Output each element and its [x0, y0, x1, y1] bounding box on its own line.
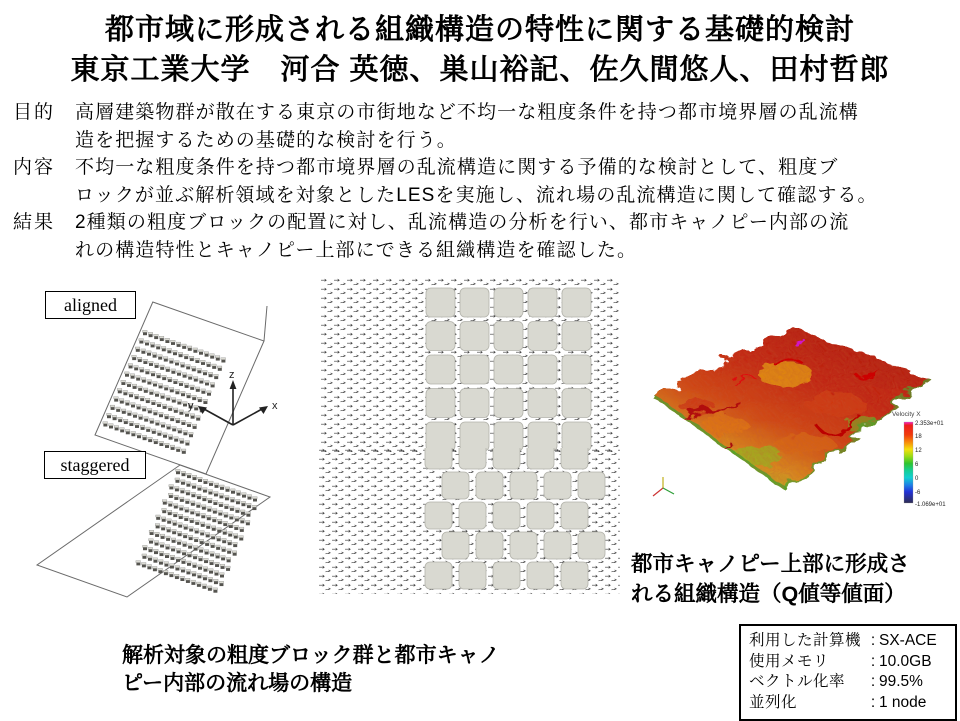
orientation-triad-icon	[653, 477, 674, 496]
flow-field-aligned	[320, 278, 620, 452]
domain-edge-line	[264, 306, 267, 341]
staggered-diagram	[30, 455, 325, 635]
colorbar-tick-label: 12	[915, 448, 922, 454]
caption-line: れる組織構造（Q値等値面）	[631, 582, 906, 606]
section-text	[75, 99, 859, 154]
row-separator: :	[870, 632, 876, 649]
abstract-section-result	[13, 209, 878, 264]
table-row	[749, 672, 950, 693]
abstract-block	[13, 99, 878, 264]
section-line: れの構造特性とキャノピー上部にできる組織構造を確認した。	[75, 239, 638, 261]
slide-header	[0, 10, 960, 90]
turbulence-visualization	[636, 305, 960, 520]
row-label: 並列化	[749, 693, 798, 711]
colorbar	[892, 411, 946, 508]
section-line: 2種類の粗度ブロックの配置に対し、乱流構造の分析を行い、都市キャノピー内部の流	[75, 212, 850, 233]
section-line: 高層建築物群が散在する東京の市街地など不均一な粗度条件を持つ都市境界層の乱流構	[75, 102, 859, 123]
row-label: 使用メモリ	[749, 652, 830, 670]
axis-y-label: y	[188, 400, 194, 412]
row-value: SX-ACE	[879, 632, 937, 649]
axis-z-label: z	[229, 369, 235, 381]
colorbar-max-label: 2.353e+01	[915, 421, 944, 427]
caption-line: 都市キャノピー上部に形成さ	[631, 552, 910, 576]
slide-title: 都市域に形成される組織構造の特性に関する基礎的検討	[104, 14, 855, 46]
slide-authors: 東京工業大学 河合 英徳、巣山裕記、佐久間悠人、田村哲郎	[70, 54, 890, 86]
section-line: 造を把握するための基礎的な検討を行う。	[75, 129, 457, 151]
table-row	[749, 631, 950, 652]
table-row	[749, 652, 950, 673]
roughness-blocks-plan	[426, 288, 591, 451]
axis-x-label: x	[272, 400, 278, 412]
caption-line: ピー内部の流れ場の構造	[122, 672, 353, 695]
section-text	[75, 154, 878, 209]
aligned-label: aligned	[45, 291, 136, 319]
section-line: 不均一な粗度条件を持つ都市境界層の乱流構造に関する予備的な検討として、粗度ブ	[75, 157, 839, 178]
staggered-label: staggered	[44, 451, 146, 479]
colorbar-min-label: -1.069e+01	[915, 502, 946, 508]
section-text	[75, 209, 849, 264]
caption-line: 解析対象の粗度ブロック群と都市キャノ	[122, 644, 500, 667]
colorbar-gradient	[904, 422, 913, 503]
row-label: 利用した計算機	[749, 632, 862, 649]
abstract-section-content	[13, 154, 878, 209]
colorbar-tick-label: 18	[915, 434, 922, 440]
row-separator: :	[870, 673, 876, 690]
section-label: 内容	[13, 157, 56, 178]
caption-turbulence	[631, 549, 910, 609]
abstract-section-purpose	[13, 99, 878, 154]
row-value: 1 node	[879, 693, 927, 711]
colorbar-title: Velocity X	[892, 411, 921, 418]
row-separator: :	[870, 652, 876, 670]
table-row	[749, 693, 950, 714]
caption-blocks	[122, 642, 500, 698]
row-value: 10.0GB	[879, 652, 932, 670]
section-label: 目的	[13, 102, 56, 123]
colorbar-tick-label: 0	[915, 476, 919, 482]
section-line: ロックが並ぶ解析領域を対象としたLESを実施し、流れ場の乱流構造に関して確認する。	[75, 184, 878, 206]
colorbar-tick-label: 6	[915, 462, 919, 468]
row-label: ベクトル化率	[749, 673, 846, 690]
section-label: 結果	[13, 212, 56, 233]
flow-field-staggered	[318, 448, 620, 594]
colorbar-tick-label: -6	[915, 490, 921, 496]
row-value: 99.5%	[879, 673, 923, 690]
row-separator: :	[870, 693, 876, 711]
spec-table	[739, 624, 957, 721]
